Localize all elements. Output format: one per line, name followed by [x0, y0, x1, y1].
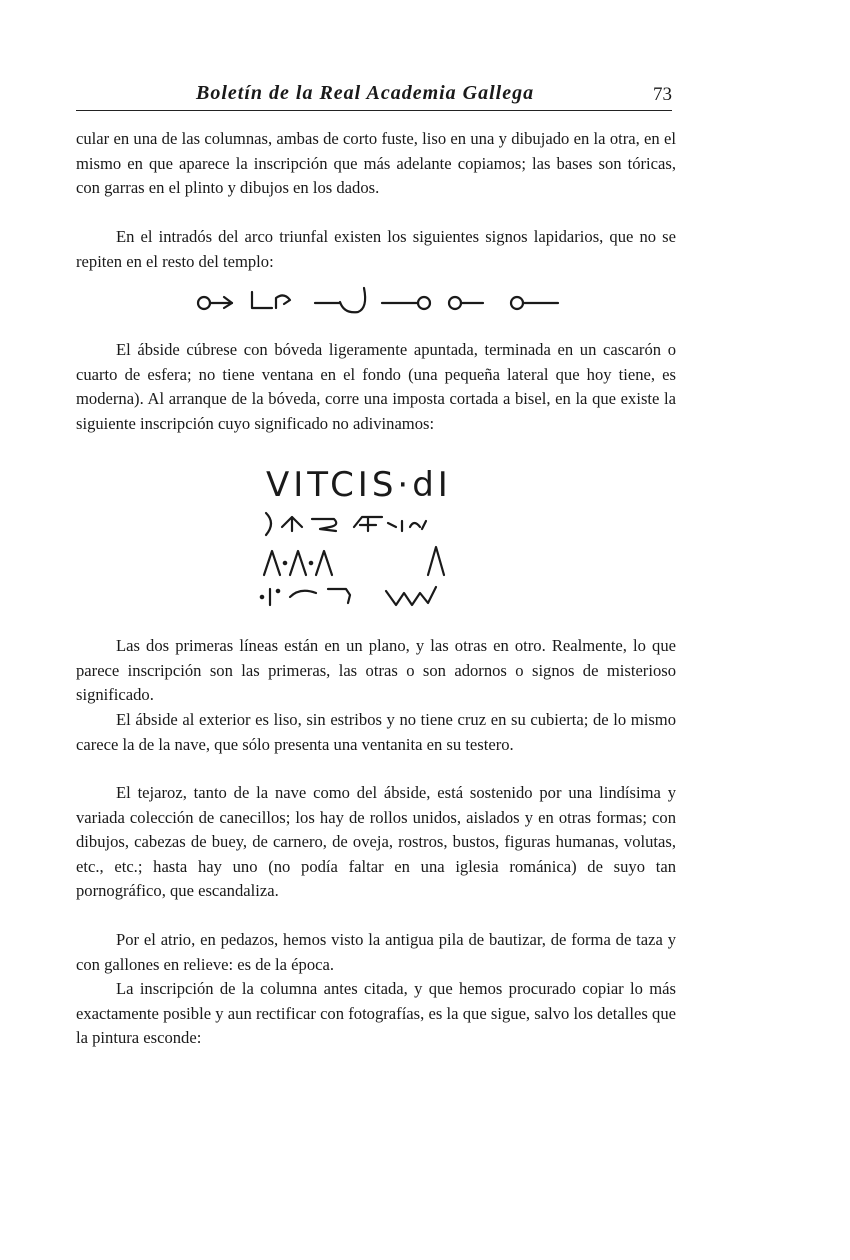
paragraph-exterior: El ábside al exterior es liso, sin estribos y no tiene cruz en su cubierta; de lo mismo carece la de la nave, que sólo presenta una ventanita en su testero. [76, 710, 676, 754]
lapidary-sign-1 [198, 297, 232, 309]
paragraph-absidal-vault: El ábside cúbrese con bóveda ligeramente apuntada, terminada en un cascarón o cuarto de esfera; no tiene ventana en el fondo (una pequeña lateral que hoy tiene, es moderna). Al arranque de la bóveda, corre una imposta cortada a bisel, en la que existe la siguiente inscripción cuyo significado no adivinamos: [76, 340, 676, 433]
lapidary-signs-figure [180, 284, 580, 318]
page-number: 73 [653, 84, 672, 105]
lapidary-sign-5 [449, 297, 483, 309]
inscription-glyph-lines [250, 465, 510, 615]
journal-title: Boletín de la Real Academia Gallega [196, 82, 535, 104]
paragraph-columns: cular en una de las columnas, ambas de corto fuste, liso en una y dibujado en la otra, en el mismo en que aparece la inscripción que más adelante copiamos; las bases son tóricas, con garras en el plinto y dibujos en los dados. [76, 129, 676, 197]
lapidary-sign-3 [315, 288, 365, 312]
inscription-line-1: VITCIS·dI [266, 465, 452, 505]
paragraph-lapidary-signs: En el intradós del arco triunfal existen los siguientes signos lapidarios, que no se repiten en el resto del templo: [76, 227, 676, 271]
paragraph-baptismal-font: Por el atrio, en pedazos, hemos visto la antigua pila de bautizar, de forma de taza y con gallones en relieve: es de la época. [76, 930, 676, 974]
paragraph-column-inscription: La inscripción de la columna antes citada, y que hemos procurado copiar lo más exactamente posible y aun rectificar con fotografías, es la que sigue, salvo los detalles que la pintura esconde: [76, 979, 676, 1047]
paragraph-corbels: El tejaroz, tanto de la nave como del ábside, está sostenido por una lindísima y variada colección de canecillos; los hay de rollos unidos, aislados y en otras formas; con dibujos, cabezas de buey, de carnero, de oveja, rostros, bustos, figuras humanas, volutas, etc., etc.; hasta hay uno (no podía faltar en una iglesia románica) de suyo tan pornográfico, que escandaliza. [76, 783, 676, 900]
paragraph-two-lines: Las dos primeras líneas están en un plano, y las otras en otro. Realmente, lo que parece inscripción son las primeras, las otras o son adornos o signos de misterioso significado. [76, 636, 676, 704]
lapidary-sign-6 [511, 297, 558, 309]
lapidary-sign-4 [382, 297, 430, 309]
inscription-line-2 [266, 513, 426, 535]
lapidary-sign-2 [252, 292, 290, 308]
absidal-inscription-figure [250, 465, 510, 615]
inscription-line-3 [264, 547, 444, 575]
inscription-line-4 [261, 587, 436, 605]
running-header [76, 78, 672, 111]
